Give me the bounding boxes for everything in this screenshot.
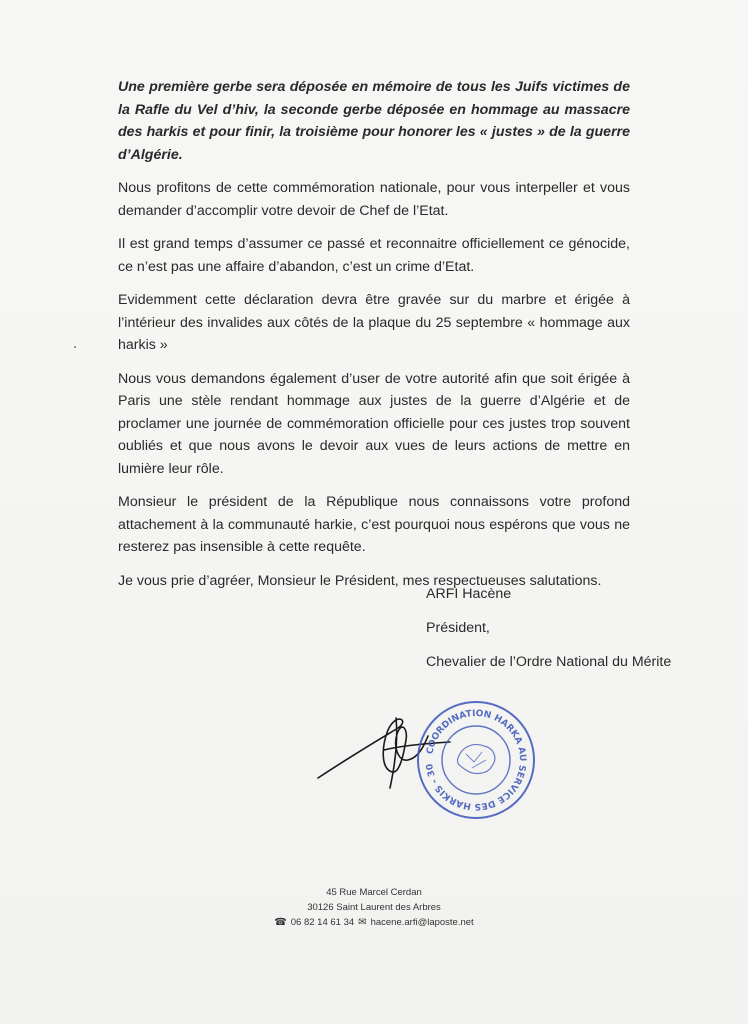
phone-icon: ☎ [274,917,287,928]
signatory-distinction: Chevalier de l’Ordre National du Mérite [426,654,672,670]
paragraph-1: Nous profitons de cette commémoration nationale, pour vous interpeller et vous demander d’accomplir votre devoir de Chef de l’Etat. [118,180,630,219]
footer-contact [274,915,473,930]
footer-city: 30126 Saint Laurent des Arbres [307,902,441,913]
intro-paragraph: Une première gerbe sera déposée en mémoire de tous les Juifs victimes de la Rafle du Vel d’hiv, la seconde gerbe déposée en hommage au massacre des harkis et pour finir, la troisième pour honorer les « justes » de la guerre d’Algérie. [118,79,630,163]
paragraph-5: Monsieur le président de la République nous connaissons votre profond attachement à la communauté harkie, c’est pourquoi nous espérons que vous ne resterez pas insensible à cette requête. [118,494,630,555]
signatory-role: Président, [426,620,490,636]
closing-paragraph: Je vous prie d’agréer, Monsieur le Président, mes respectueuses salutations. [118,572,602,589]
signatory-name: ARFI Hacène [426,586,512,602]
footer-phone: 06 82 14 61 34 [290,917,355,928]
paragraph-3: Evidemment cette déclaration devra être gravée sur du marbre et érigée à l’intérieur des invalides aux côtés de la plaque du 25 septembre « hommage aux harkis » [118,292,630,353]
scan-speck [74,346,76,348]
letter-body [118,76,630,603]
paragraph-4: Nous vous demandons également d’user de votre autorité afin que soit érigée à Paris une stèle rendant hommage aux justes de la guerre d’Algérie et de proclamer une journée de commémoration officielle pour ces justes trop souvent oubliés et que nous avons le devoir aux vues de leurs actions de mettre en lumière leur rôle. [118,370,630,477]
footer-email: hacene.arfi@laposte.net [370,917,474,928]
footer-street: 45 Rue Marcel Cerdan [326,887,422,898]
letterhead-footer [0,885,748,930]
signature-block [426,584,706,686]
paragraph-2: Il est grand temps d’assumer ce passé et reconnaitre officiellement ce génocide, ce n’est pas une affaire d’abandon, c’est un crime d’Etat. [118,236,630,275]
association-stamp [412,696,540,824]
envelope-icon: ✉ [358,917,367,928]
stamp-text: COORDINATION HARKA AU SERVICE DES HARKIS - 30 [425,708,528,812]
